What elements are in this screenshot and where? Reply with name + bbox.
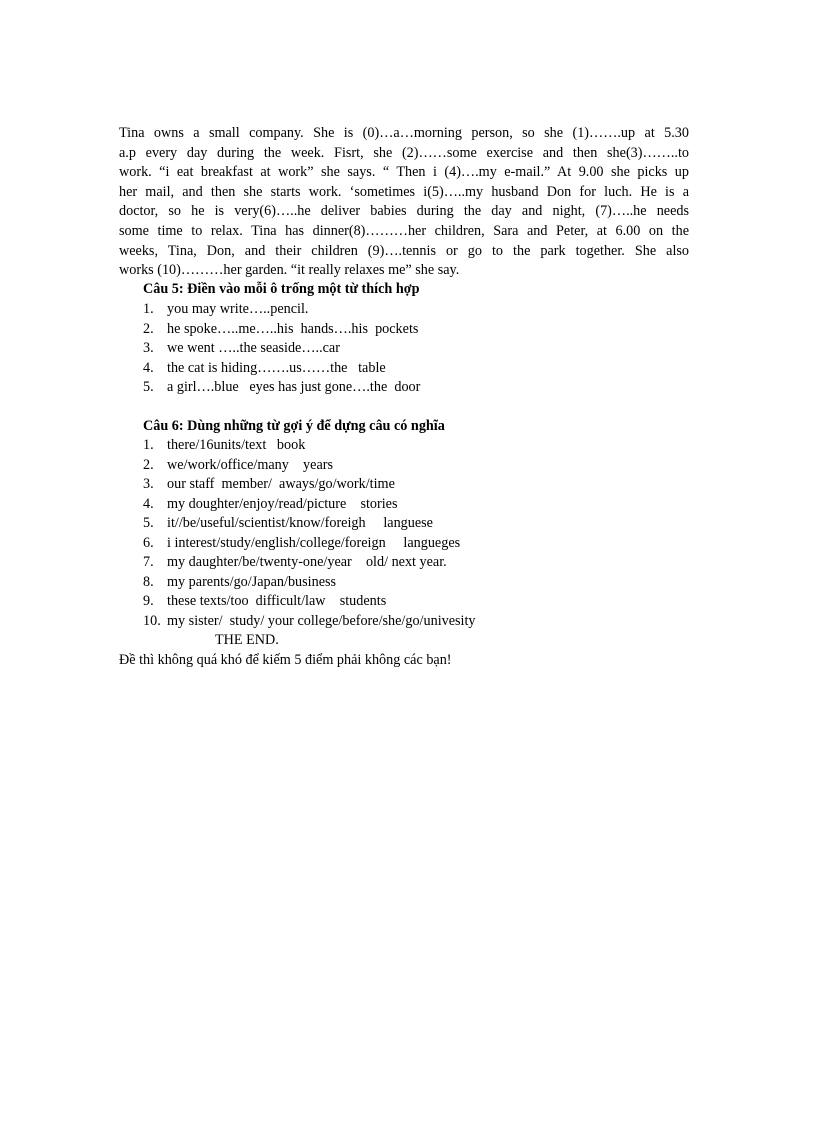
cau6-heading: Câu 6: Dùng những từ gợi ý để dựng câu có nghĩa	[143, 418, 445, 434]
list-item: 7. my daughter/be/twenty-one/year old/ next year.	[143, 554, 447, 570]
end-marker: THE END.	[215, 632, 279, 648]
list-item: 5. a girl….blue eyes has just gone….the door	[143, 379, 421, 395]
list-item: 4. my doughter/enjoy/read/picture stories	[143, 495, 398, 512]
cau5-list	[143, 300, 420, 398]
list-item: 1. you may write…..pencil.	[143, 301, 309, 317]
passage-line: work. “i eat breakfast at work” she says. “ Then i (4)….my e-mail.” At 9.00 she picks up	[119, 164, 689, 181]
passage-line: works (10)………her garden. “it really relaxes me” she say.	[119, 262, 460, 279]
list-item: 5. it//be/useful/scientist/know/foreigh languese	[143, 515, 433, 531]
list-item: 4. the cat is hiding…….us……the table	[143, 359, 386, 376]
passage-line: weeks, Tina, Don, and their children (9)….tennis or go to the park together. She also	[119, 242, 689, 259]
list-item: 10. my sister/ study/ your college/before/she/go/univesity	[143, 612, 476, 629]
list-item: 2. he spoke…..me…..his hands….his pockets	[143, 320, 419, 337]
list-item: 3. our staff member/ aways/go/work/time	[143, 476, 395, 492]
list-item: 2. we/work/office/many years	[143, 456, 333, 473]
list-item: 3. we went …..the seaside…..car	[143, 340, 340, 356]
cau5-heading: Câu 5: Điền vào mỗi ô trống một từ thích hợp	[143, 281, 420, 297]
passage-line: some time to relax. Tina has dinner(8)………her children, Sara and Peter, at 6.00 on the	[119, 222, 689, 239]
cau6-list	[143, 436, 476, 631]
list-item: 8. my parents/go/Japan/business	[143, 573, 337, 590]
footer-note: Đề thì không quá khó để kiếm 5 điểm phải không các bạn!	[119, 652, 452, 668]
passage-line: her mail, and then she starts work. ‘sometimes i(5)…..my husband Don for luch. He is a	[119, 183, 689, 200]
list-item: 9. these texts/too difficult/law students	[143, 593, 387, 609]
passage-line: a.p every day during the week. Fisrt, she (2)……some exercise and then she(3)……..to	[119, 144, 689, 161]
list-item: 1. there/16units/text book	[143, 437, 306, 453]
passage-line: doctor, so he is very(6)…..he deliver babies during the day and night, (7)…..he needs	[119, 203, 689, 220]
reading-passage	[119, 124, 689, 281]
list-item: 6. i interest/study/english/college/foreign langueges	[143, 534, 461, 551]
passage-line: Tina owns a small company. She is (0)…a…morning person, so she (1)…….up at 5.30	[119, 125, 689, 141]
